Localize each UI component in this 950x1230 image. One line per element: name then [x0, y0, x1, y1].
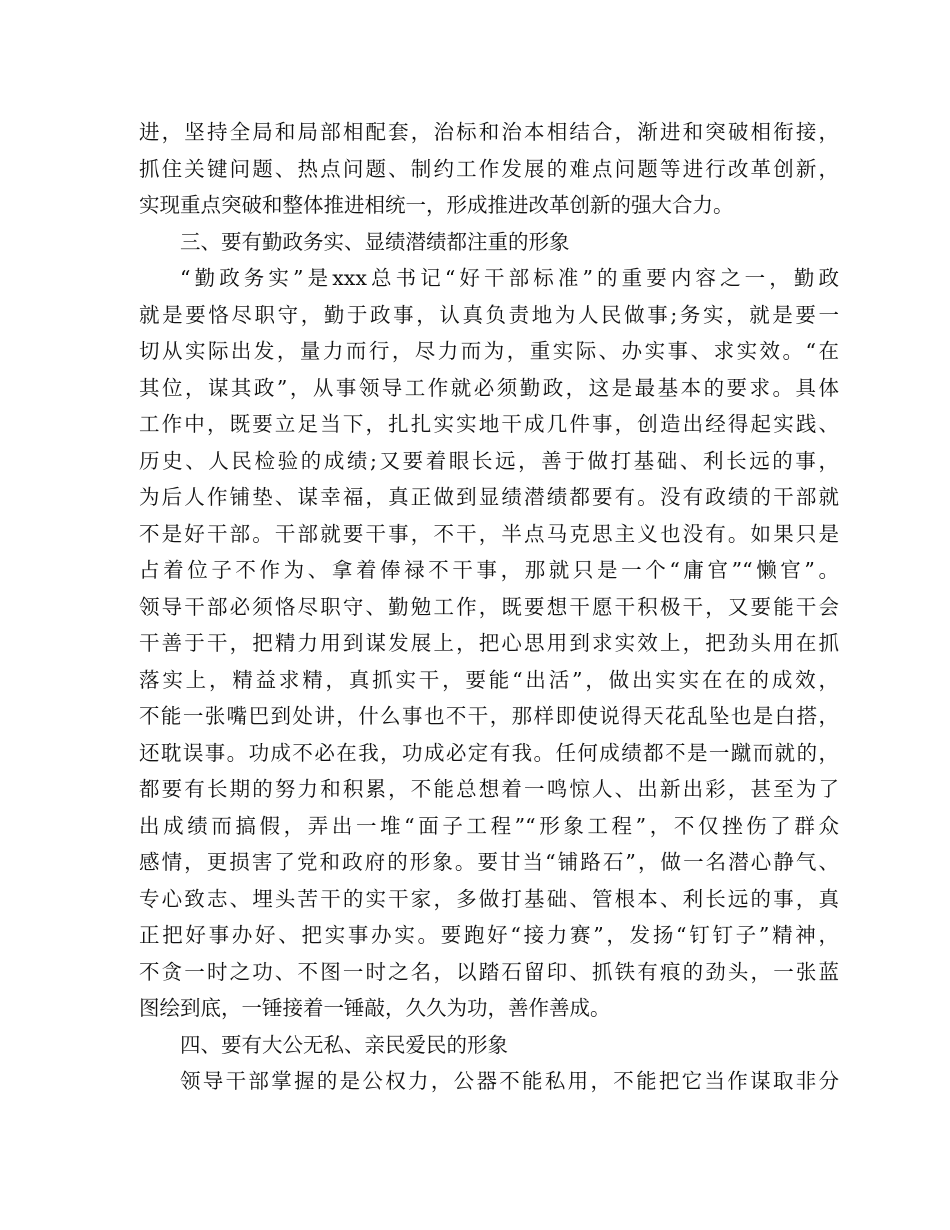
text-line: 领导干部必须恪尽职守、勤勉工作，既要想干愿干积极干，又要能干会 [139, 594, 839, 619]
text-line: 感情，更损害了党和政府的形象。要甘当“铺路石”，做一名潜心静气、 [139, 850, 839, 874]
text-line: 出成绩而搞假，弄出一堆“面子工程”“形象工程”，不仅挫伤了群众 [139, 813, 839, 838]
text-line: 不贪一时之功、不图一时之名，以踏石留印、抓铁有痕的劲头，一张蓝 [139, 959, 839, 984]
text-line: 都要有长期的努力和积累，不能总想着一鸣惊人、出新出彩，甚至为了 [139, 777, 839, 801]
text-line: 图绘到底，一锤接着一锤敲，久久为功，善作善成。 [139, 996, 611, 1020]
text-line: 切从实际出发，量力而行，尽力而为，重实际、办实事、求实效。“在 [139, 339, 839, 363]
text-line: 领导干部掌握的是公权力，公器不能私用，不能把它当作谋取非分 [180, 1069, 839, 1093]
text-line: 进，坚持全局和局部相配套，治标和治本相结合，渐进和突破相衔接， [139, 120, 839, 144]
text-line: 还耽误事。功成不必在我，功成必定有我。任何成绩都不是一蹴而就的， [139, 740, 839, 765]
text-line: 不能一张嘴巴到处讲，什么事也不干，那样即使说得天花乱坠也是白搭， [139, 704, 839, 728]
text-line: 落实上，精益求精，真抓实干，要能“出活”，做出实实在在的成效， [139, 667, 839, 692]
text-line: 专心致志、埋头苦干的实干家，多做打基础、管根本、利长远的事，真 [139, 886, 839, 911]
text-line: 就是要恪尽职守，勤于政事，认真负责地为人民做事;务实，就是要一 [139, 302, 839, 327]
text-line: 正把好事办好、把实事办实。要跑好“接力赛”，发扬“钉钉子”精神， [139, 923, 839, 947]
text-line: 三、要有勤政务实、显绩潜绩都注重的形象 [180, 229, 570, 254]
text-line: 为后人作铺垫、谋幸福，真正做到显绩潜绩都要有。没有政绩的干部就 [139, 485, 839, 509]
text-line: 四、要有大公无私、亲民爱民的形象 [180, 1032, 508, 1057]
text-line: “勤政务实”是xxx总书记“好干部标准”的重要内容之一，勤政 [180, 266, 839, 290]
text-line: 不是好干部。干部就要干事，不干，半点马克思主义也没有。如果只是 [139, 521, 839, 546]
text-line: 工作中，既要立足当下，扎扎实实地干成几件事，创造出经得起实践、 [139, 412, 839, 436]
text-line: 其位，谋其政”，从事领导工作就必须勤政，这是最基本的要求。具体 [139, 375, 839, 400]
text-line: 干善于干，把精力用到谋发展上，把心思用到求实效上，把劲头用在抓 [139, 631, 839, 655]
text-line: 实现重点突破和整体推进相统一，形成推进改革创新的强大合力。 [139, 193, 734, 217]
text-line: 抓住关键问题、热点问题、制约工作发展的难点问题等进行改革创新， [139, 156, 839, 181]
text-line: 历史、人民检验的成绩;又要着眼长远，善于做打基础、利长远的事， [139, 448, 839, 473]
text-line: 占着位子不作为、拿着俸禄不干事，那就只是一个“庸官”“懒官”。 [139, 558, 839, 582]
document-body [139, 114, 839, 1100]
